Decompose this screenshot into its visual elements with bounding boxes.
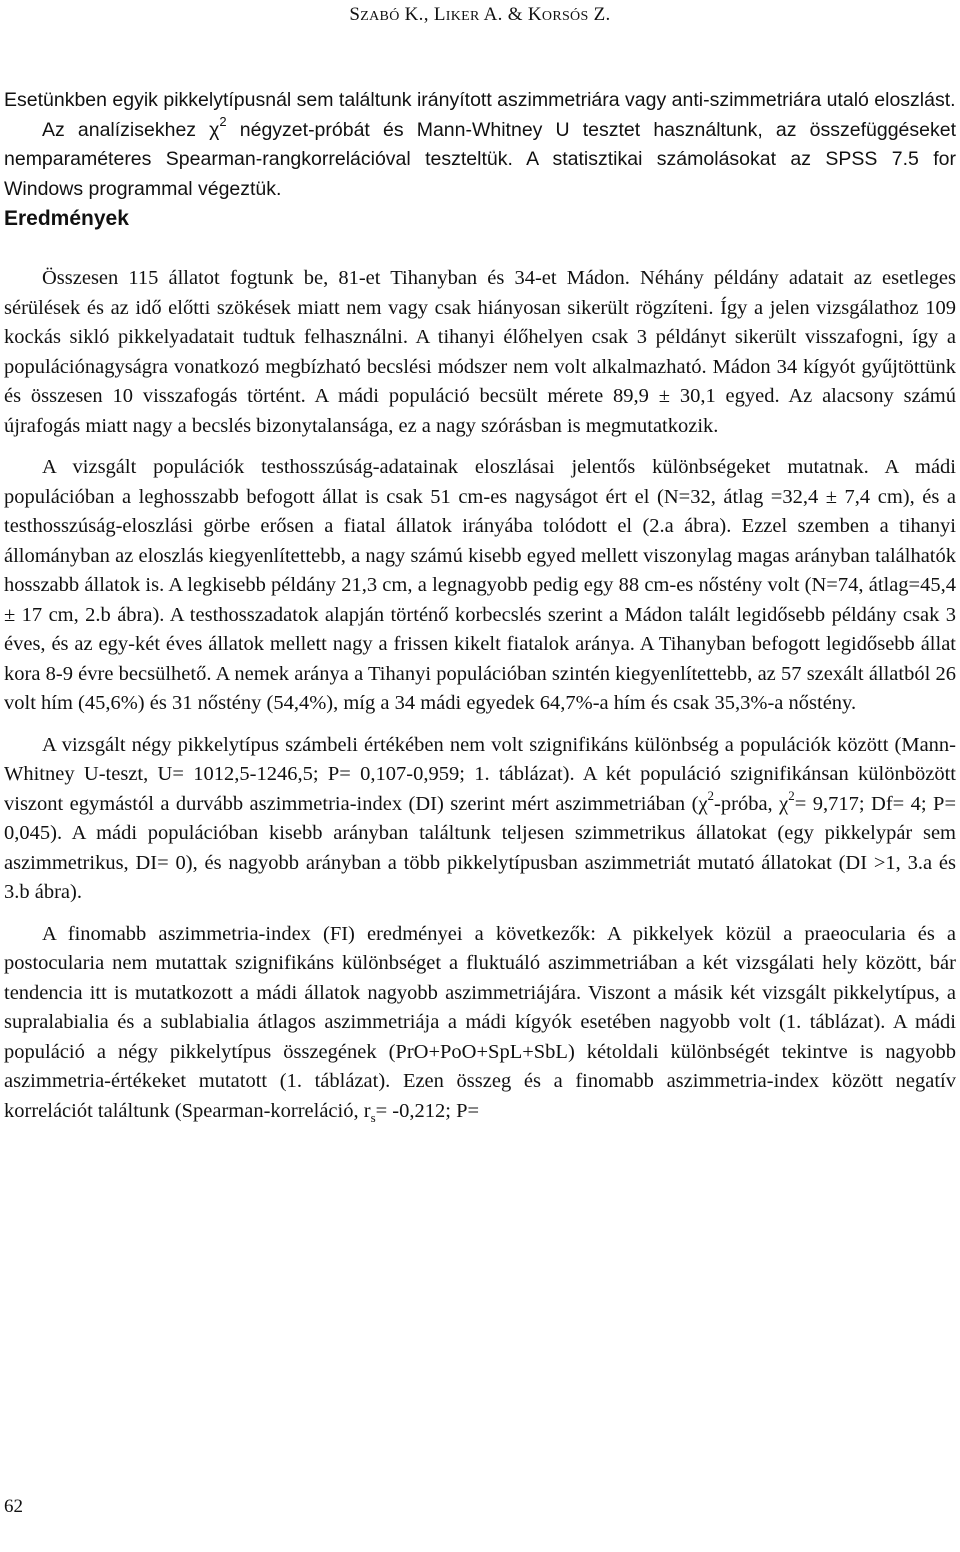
running-head [0, 4, 960, 26]
paragraph-2-text-a: Az analízisekhez χ [42, 118, 220, 141]
author-2-initial: L [433, 4, 446, 25]
chi-square-superscript-2: 2 [788, 787, 795, 803]
author-3-initial: K [527, 4, 542, 25]
paragraph-6-text-b: = -0,212; P= [375, 1099, 480, 1122]
paragraph-2-text-b: négyzet-próbát és Mann-Whitney U tesztet használtunk, az összefüggéseket nemparaméteres Spearman-rangkorrelációval teszteltük. A statisztikai számolásokat az SPSS 7.5 for Windows programmal végeztük. [4, 118, 957, 200]
chi-square-superscript: 2 [219, 114, 227, 129]
author-1-initial: S [349, 4, 361, 25]
page-body [4, 86, 956, 1126]
paragraph-3: Összesen 115 állatot fogtunk be, 81-et Tihanyban és 34-et Mádon. Néhány példány adatait az esetleges sérülések és az idő előtti szökések miatt nem vagy csak hiányosan sikerült rögzíteni. Így a jelen vizsgálathoz 109 kockás sikló pikkelyadatait tudtuk felhasználni. A tihanyi élőhelyen csak 3 példányt sikerült visszafogni, így a populációnagyságra vonatkozó megbízható becslési módszer nem volt alkalmazható. Mádon 34 kígyót gyűjtöttünk és összesen 10 visszafogás történt. A mádi populáció becsült mérete 89,9 ± 30,1 egyed. Az alacsony számú újrafogás miatt nagy a becslés bizonytalansága, ez a nagy szórásban is megmutatkozik. [4, 267, 956, 437]
author-sep-3: Z. [588, 4, 611, 25]
author-3-rest: ORSÓS [541, 9, 589, 24]
author-sep-1: K., [399, 4, 434, 25]
page-number: 62 [4, 1496, 23, 1517]
author-2-rest: IKER [445, 9, 480, 24]
paragraph-5-text-b: -próba, χ [714, 792, 789, 815]
paragraph-5 [4, 731, 956, 908]
paragraph-2 [4, 116, 956, 205]
author-1-rest: ZABÓ [360, 9, 400, 24]
paragraph-5-text-a: A vizsgált négy pikkelytípus számbeli értékében nem volt szignifikáns különbség a populációk között (Mann-Whitney U-teszt, U= 1012,5-1246,5; P= 0,107-0,959; 1. táblázat). A két populáció szignifikánsan különbözött viszont egymástól a durvább aszimmetria-index (DI) szerint mért aszimmetriában (χ [4, 733, 956, 815]
paragraph-1: Esetünkben egyik pikkelytípusnál sem találtunk irányított aszimmetriára vagy anti-szimmetriára utaló eloszlást. [4, 89, 956, 111]
chi-square-superscript-1: 2 [707, 787, 715, 803]
paragraph-4: A vizsgált populációk testhosszúság-adatainak eloszlásai jelentős különbségeket mutatnak. A mádi populációban a leghosszabb befogott állat is csak 51 cm-es nagyságot ért el (N=32, átlag =32,4 ± 7,4 cm), és a testhosszúság-eloszlási görbe erősen a fiatal állatok irányába tolódott el (2.a ábra). Ezzel szemben a tihanyi állományban az eloszlás kiegyenlítettebb, a nagy számú kisebb egyed mellett viszonylag magas arányban találhatók hosszabb állatok is. A legkisebb példány 21,3 cm, a legnagyobb pedig egy 88 cm-es nőstény volt (N=74, átlag=45,4 ± 17 cm, 2.b ábra). A testhosszadatok alapján történő korbecslés szerint a Mádon talált legidősebb példány csak 3 éves, és az egy-két éves állatok mellett nagy a frissen kikelt fiatalok aránya. A Tihanyban befogott legidősebb állat kora 8-9 évre becsülhető. A nemek aránya a Tihanyi populációban szintén kiegyenlítettebb, az 57 szexált állatból 26 volt hím (45,6%) és 31 nőstény (54,4%), míg a 34 mádi egyedek 64,7%-a hím és csak 35,3%-a nőstény. [4, 456, 956, 714]
paragraph-6-text-a: A finomabb aszimmetria-index (FI) eredményei a következők: A pikkelyek közül a praeocularia és a postocularia nem mutattak szignifikáns különbséget a fluktuáló aszimmetriában a két vizsgálati hely között, bár tendencia itt is mutatkozott a mádi állatok nagyobb aszimmetriájára. Viszont a másik két vizsgált pikkelytípus, a supralabialia és a sublabialia átlagos aszimmetriája a mádi kígyók esetében nagyobb volt (1. táblázat). A mádi populáció a négy pikkelytípus összegének (PrO+PoO+SpL+SbL) kétoldali különbségét tekintve is nagyobb aszimmetria-értékeket mutatott (1. táblázat). Ezen összeg és a finomabb aszimmetria-index között negatív korrelációt találtunk (Spearman-korreláció, r [4, 922, 956, 1122]
paragraph-5-text-c: = 9,717; Df= 4; P= 0,045). A mádi populációban kisebb arányban találtunk teljesen szimmetrikus állatokat (egy pikkelypár sem aszimmetrikus, DI= 0), és nagyobb arányban a több pikkelytípusban aszimmetriát mutató állatokat (DI >1, 3.a és 3.b ábra). [4, 792, 957, 903]
section-heading: Eredmények [4, 207, 129, 230]
paragraph-6 [4, 920, 956, 1127]
author-sep-2: A. & [479, 4, 528, 25]
rs-subscript: s [370, 1109, 376, 1125]
